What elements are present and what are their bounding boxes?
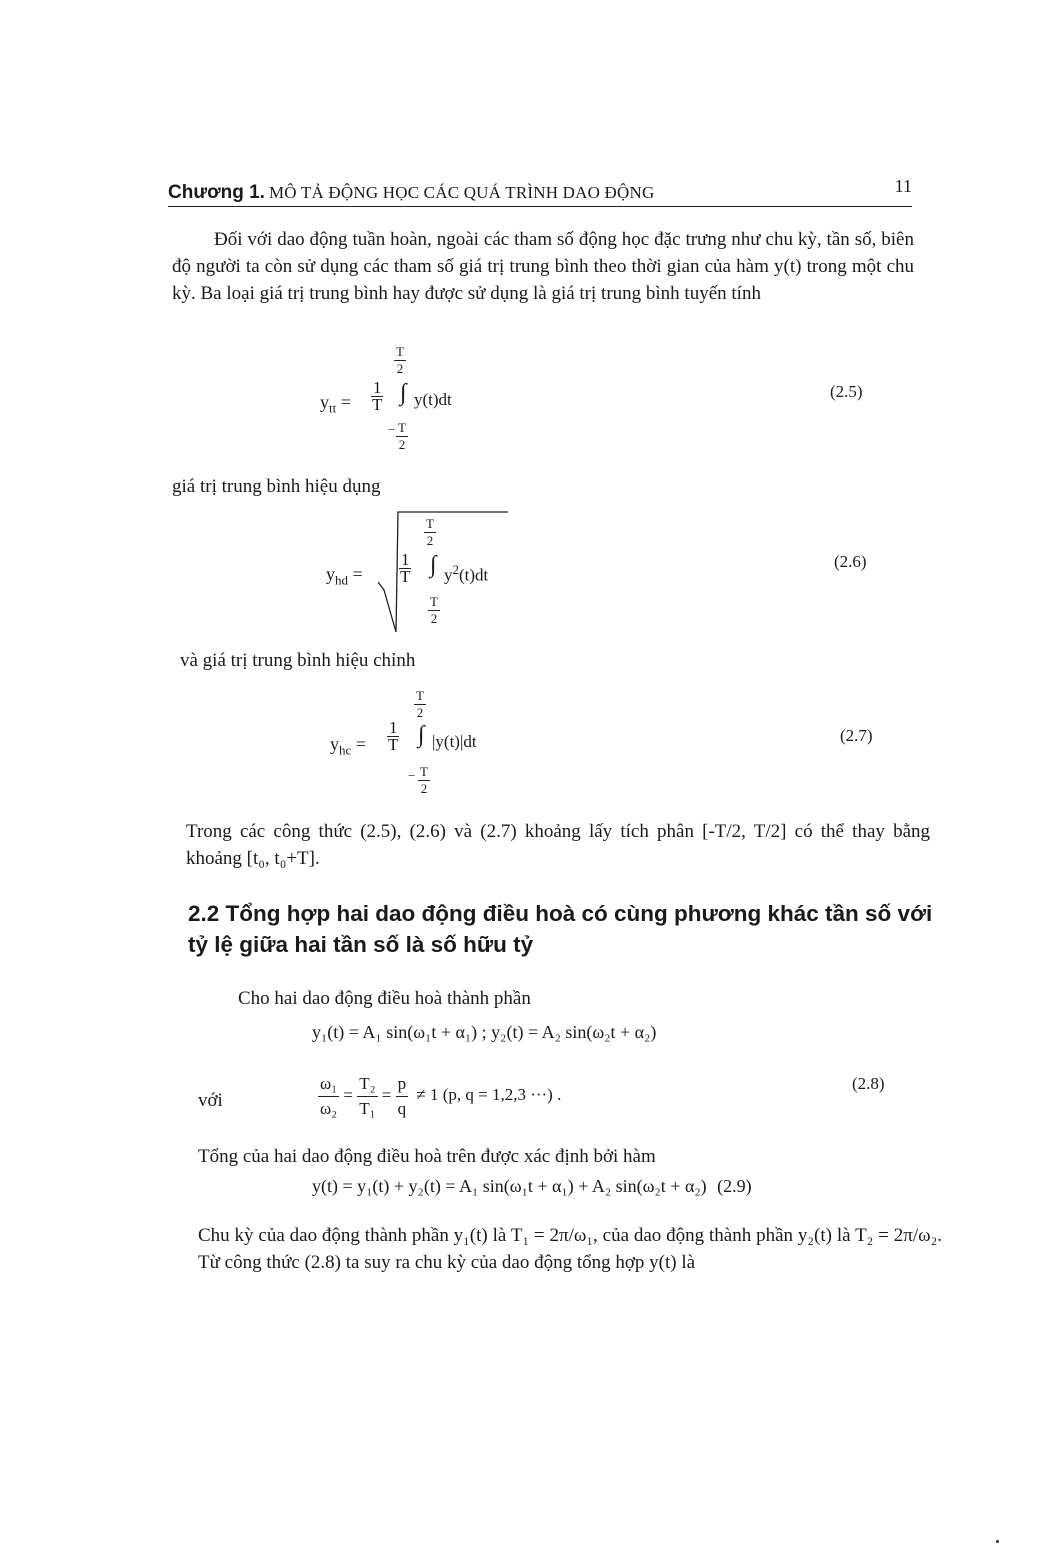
integral-sign: ∫ bbox=[430, 552, 437, 578]
eq-2-6-coefficient: $\frac{1}{T}$ bbox=[400, 550, 411, 586]
eq-2-7-lower-limit: $\frac{T}{2}$ bbox=[420, 764, 428, 796]
eq-2-5-lower-limit: $\frac{T}{2}$ bbox=[398, 420, 406, 452]
label-corrected-value: và giá trị trung bình hiệu chỉnh bbox=[180, 650, 416, 671]
equation-2-7: $y_{hc}$ = $\frac{1}{T}$ $\frac{T}{2}$ ∫ |y(t)|dt − $\frac{T}{2}$ bbox=[330, 688, 477, 796]
eq-2-6-lower-limit: $\frac{T}{2}$ bbox=[430, 594, 438, 626]
section-heading: 2.2 Tổng hợp hai dao động điều hoà có cùng phương khác tần số với tỷ lệ giữa hai tần số là số hữu tỷ bbox=[188, 901, 933, 957]
eq-2-7-coefficient: $\frac{1}{T}$ bbox=[388, 718, 399, 754]
eq-2-6-lhs: $y_{hd}$ = bbox=[326, 564, 363, 588]
eq-2-5-upper-limit: $\frac{T}{2}$ bbox=[396, 344, 404, 376]
integral-sign: ∫ bbox=[400, 380, 407, 406]
eq-2-8-number: (2.8) bbox=[852, 1074, 885, 1093]
period-ratio: $\frac{\text{T₂}}{\text{T₁}}$ bbox=[359, 1074, 376, 1118]
eq-2-5-coefficient: $\frac{1}{T}$ bbox=[372, 378, 383, 414]
equation-2-5: $y_{tt}$ = $\frac{1}{T}$ $\frac{T}{2}$ ∫ y(t)dt − $\frac{T}{2}$ bbox=[320, 344, 452, 452]
equation-2-9 bbox=[312, 1176, 752, 1197]
eq-2-7-lhs: $y_{hc}$ = bbox=[330, 734, 366, 758]
eq-2-7-upper-limit: $\frac{T}{2}$ bbox=[416, 688, 424, 720]
eq-2-8-prefix: với bbox=[198, 1090, 223, 1111]
period-paragraph: Chu kỳ của dao động thành phần y₁(t) là T₁ = 2π/ω₁, của dao động thành phần y₂(t) là T₂ = 2π/ω₂. Từ công thức (2.8) ta suy ra chu kỳ của dao động tổng hợp y(t) là bbox=[198, 1225, 942, 1273]
eq-2-6-upper-limit: $\frac{T}{2}$ bbox=[426, 516, 434, 548]
interval-remark: Trong các công thức (2.5), (2.6) và (2.7) khoảng lấy tích phân [-T/2, T/2] có thể thay bằng khoảng [t₀, t₀+T]. bbox=[186, 821, 930, 869]
eq-2-9-expression: y(t) = y₁(t) + y₂(t) = A₁ sin(ω₁t + α₁) + A₂ sin(ω₂t + α₂) bbox=[312, 1176, 707, 1196]
eq-2-5-number: (2.5) bbox=[830, 382, 863, 401]
eq-2-5-lhs: $y_{tt}$ = bbox=[320, 392, 351, 416]
eq-2-8-tail: ≠ 1 (p, q = 1,2,3 ···) . bbox=[416, 1085, 562, 1105]
components-equation: y₁(t) = A₁ sin(ω₁t + α₁) ; y₂(t) = A₂ sin(ω₂t + α₂) bbox=[312, 1022, 657, 1042]
eq-2-5-integrand: y(t)dt bbox=[414, 390, 452, 409]
equation-2-8: $\frac{\text{ω₁}}{\text{ω₂}}$ = $\frac{\text{T₂}}{\text{T₁}}$ = $\frac{p}{q}$ ≠ 1 (p, q = 1,2,3 ···) . bbox=[318, 1072, 561, 1121]
chapter-title: MÔ TẢ ĐỘNG HỌC CÁC QUÁ TRÌNH DAO ĐỘNG bbox=[268, 183, 655, 202]
scan-speck bbox=[996, 1540, 999, 1543]
eq-2-6-integrand: $y^2(t)dt$ bbox=[444, 562, 489, 585]
omega-ratio: $\frac{\text{ω₁}}{\text{ω₂}}$ bbox=[320, 1074, 338, 1118]
label-effective-value: giá trị trung bình hiệu dụng bbox=[172, 476, 381, 497]
pq-ratio: $\frac{p}{q}$ bbox=[397, 1074, 407, 1118]
sum-intro: Tổng của hai dao động điều hoà trên được xác định bởi hàm bbox=[198, 1146, 656, 1167]
chapter-label: Chương 1. bbox=[168, 182, 265, 203]
integral-sign: ∫ bbox=[418, 722, 425, 748]
eq-2-6-number: (2.6) bbox=[834, 552, 867, 571]
page-number: 11 bbox=[894, 176, 912, 196]
eq-2-9-number: (2.9) bbox=[717, 1176, 752, 1196]
component-intro: Cho hai dao động điều hoà thành phần bbox=[238, 988, 531, 1009]
eq-2-7-integrand: |y(t)|dt bbox=[432, 732, 477, 751]
running-header bbox=[168, 176, 912, 207]
intro-paragraph: Đối với dao động tuần hoàn, ngoài các tham số động học đặc trưng như chu kỳ, tần số, biên độ người ta còn sử dụng các tham số giá trị trung bình theo thời gian của hàm y(t) trong một chu kỳ. Ba loại giá trị trung bình hay được sử dụng là giá trị trung bình tuyến tính bbox=[172, 229, 914, 304]
eq-2-7-number: (2.7) bbox=[840, 726, 873, 745]
chapter-heading bbox=[168, 182, 654, 204]
equation-2-6 bbox=[326, 510, 526, 636]
